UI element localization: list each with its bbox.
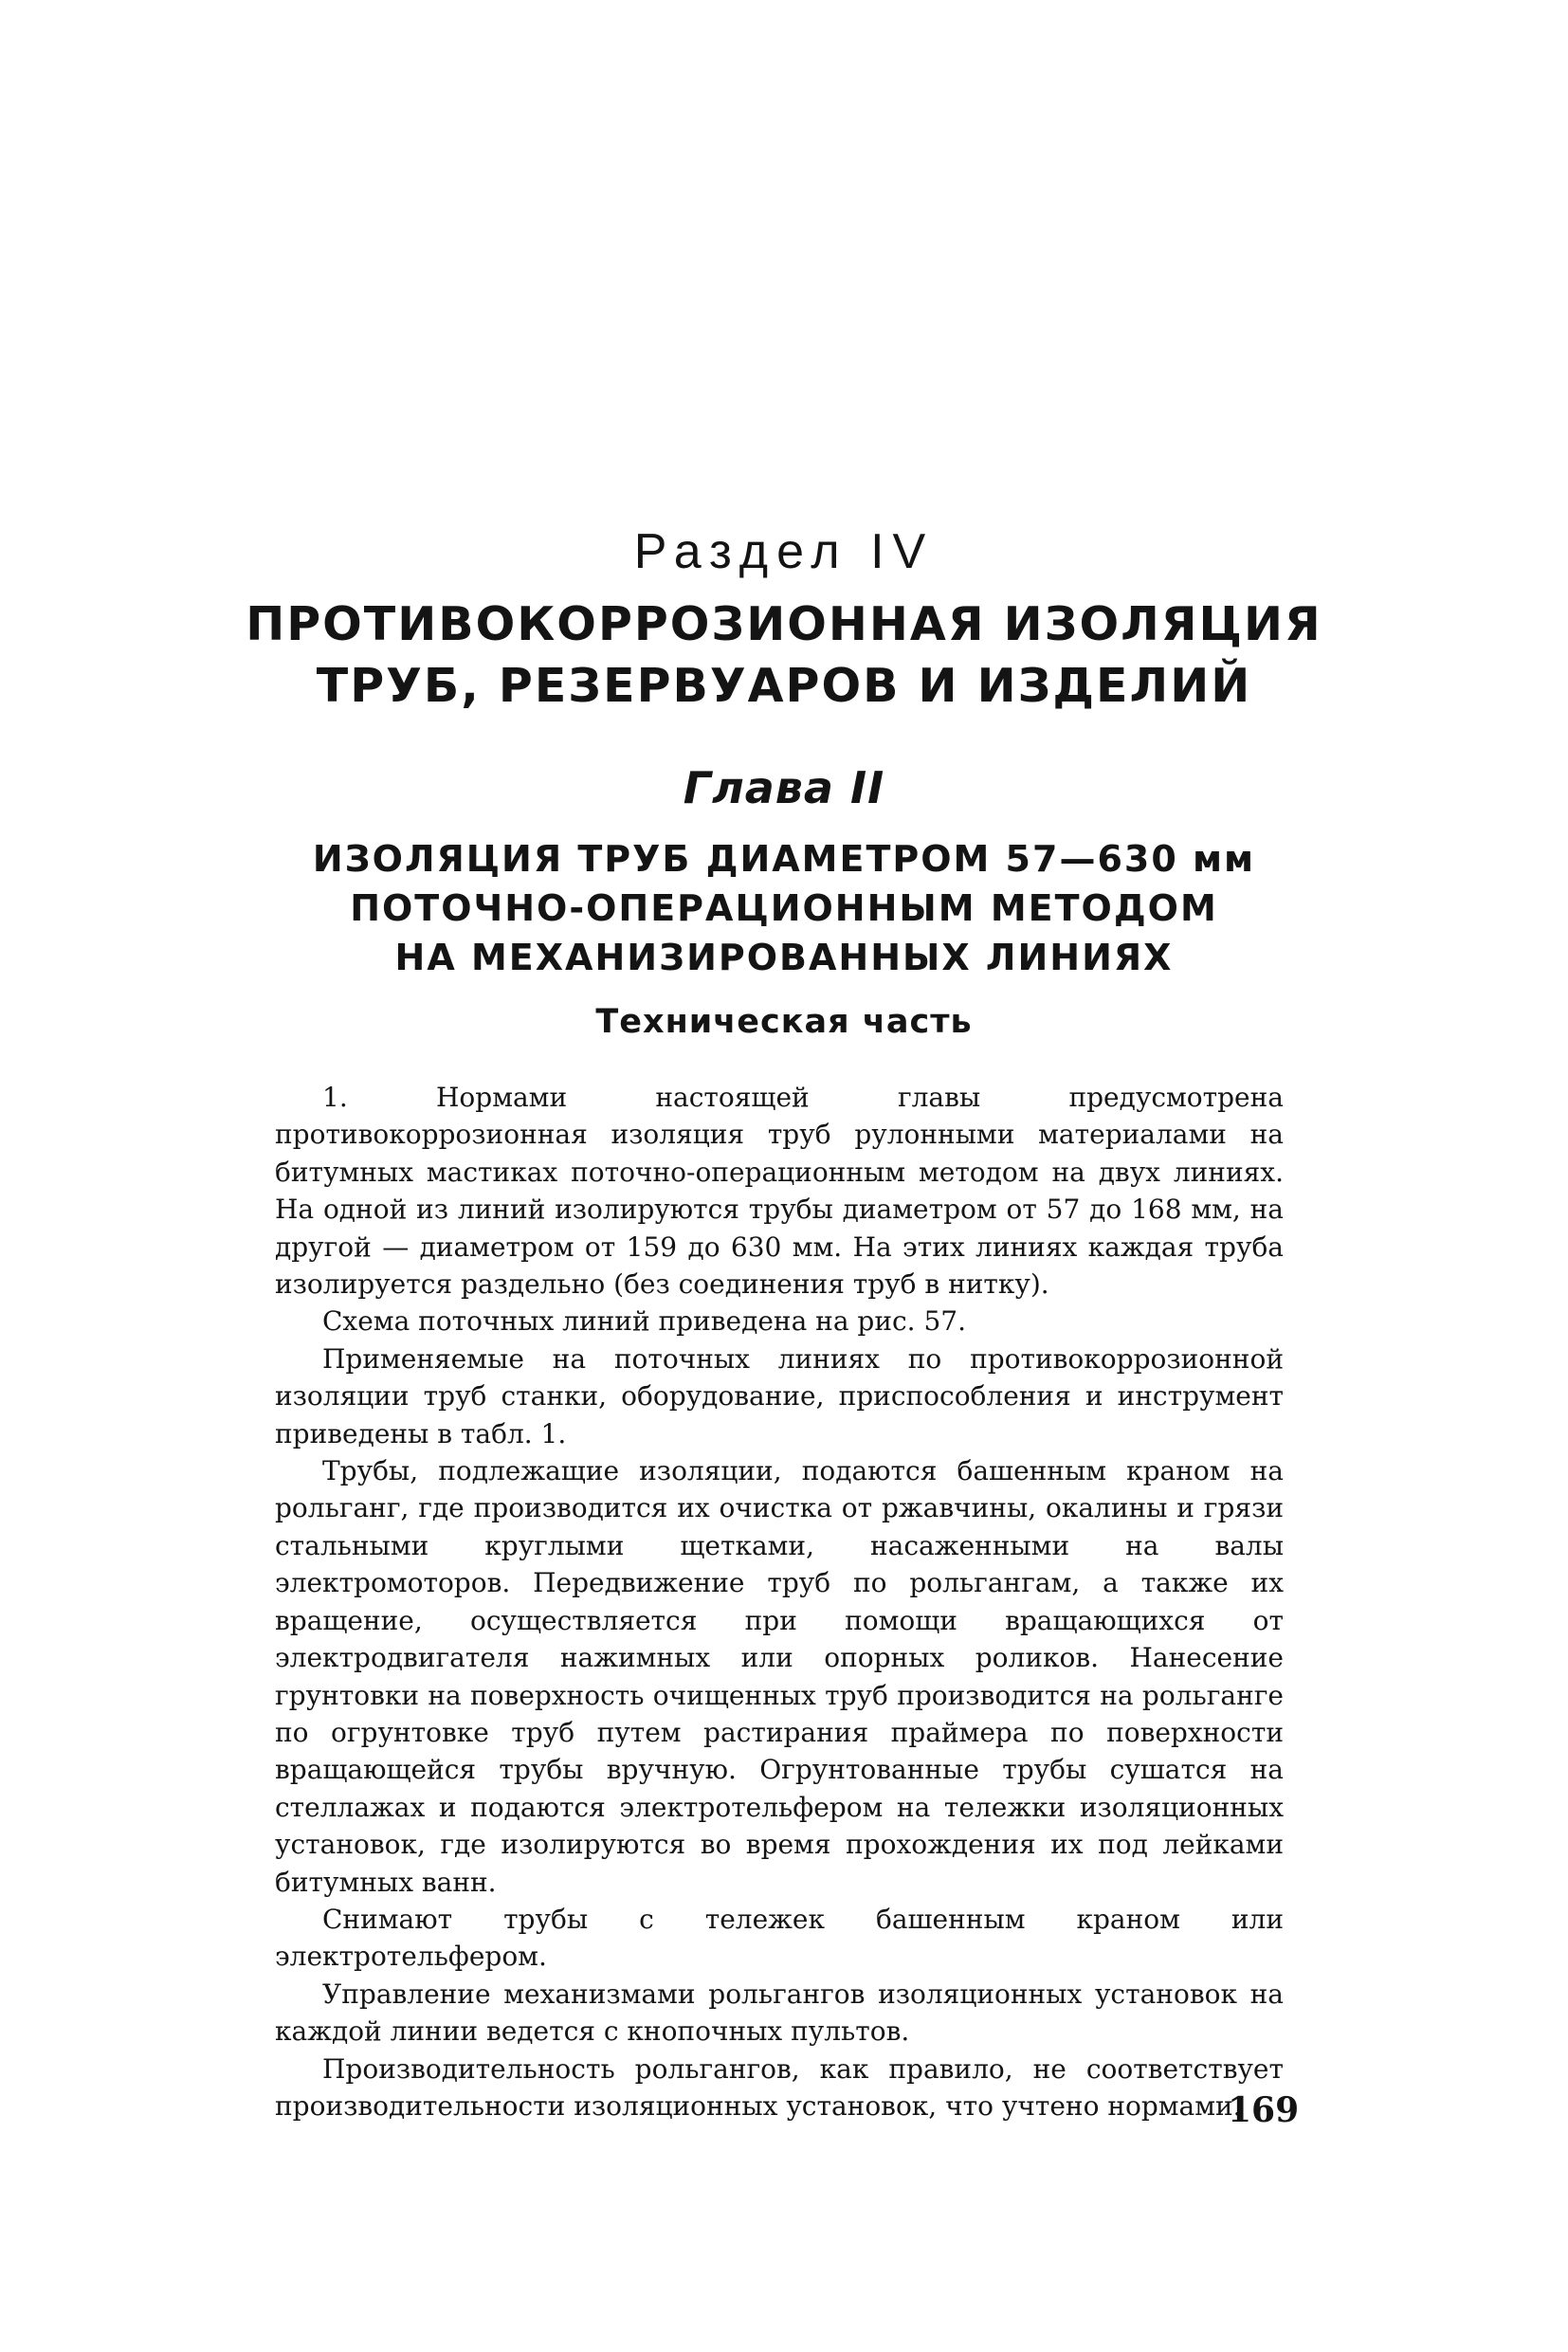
chapter-title-line-1: ИЗОЛЯЦИЯ ТРУБ ДИАМЕТРОМ 57—630 мм (312, 838, 1256, 880)
page-number: 169 (1228, 2090, 1300, 2130)
paragraph-2: Схема поточных линий приведена на рис. 57. (322, 1305, 967, 1338)
paragraph-6: Управление механизмами рольгангов изоляционных установок на каждой линии ведется с кнопочных пультов. (275, 1978, 1284, 2048)
chapter-title-line-2: ПОТОЧНО-ОПЕРАЦИОННЫМ МЕТОДОМ (350, 887, 1218, 929)
paragraph-3: Применяемые на поточных линиях по противокоррозионной изоляции труб станки, оборудование, приспособления и инструмент приведены в табл. 1. (275, 1342, 1284, 1449)
body-text (275, 1079, 1284, 2124)
section-title (0, 593, 1568, 717)
chapter-title-line-3: НА МЕХАНИЗИРОВАННЫХ ЛИНИЯХ (394, 937, 1174, 978)
part-title: Техническая часть (595, 1003, 973, 1041)
chapter-label: Глава II (683, 762, 885, 813)
section-label: Раздел IV (633, 524, 935, 579)
paragraph-5: Снимают трубы с тележек башенным краном или электротельфером. (275, 1903, 1284, 1973)
paragraph-7: Производительность рольгангов, как правило, не соответствует производительности изоляционных установок, что учтено нормами. (275, 2052, 1284, 2122)
paragraph-4: Трубы, подлежащие изоляции, подаются башенным краном на рольганг, где производится их очистка от ржавчины, окалины и грязи стальными круглыми щетками, насаженными на валы электромоторов. Передвижение труб по рольгангам, а также их вращение, осуществляется при помощи вращающихся от электродвигателя нажимных или опорных роликов. Нанесение грунтовки на поверхность очищенных труб производится на рольганге по огрунтовке труб путем растирания праймера по поверхности вращающейся трубы вручную. Огрунтованные трубы сушатся на стеллажах и подаются электротельфером на тележки изоляционных установок, где изолируются во время прохождения их под лейками битумных ванн. (275, 1455, 1284, 1898)
chapter-title (0, 834, 1568, 982)
paragraph-1: 1. Нормами настоящей главы предусмотрена противокоррозионная изоляция труб рулонными материалами на битумных мастиках поточно-операционным методом на двух линиях. На одной из линий изолируются трубы диаметром от 57 до 168 мм, на другой — диаметром от 159 до 630 мм. На этих линиях каждая труба изолируется раздельно (без соединения труб в нитку). (275, 1082, 1284, 1301)
section-title-line-1: ПРОТИВОКОРРОЗИОННАЯ ИЗОЛЯЦИЯ (246, 597, 1322, 651)
section-title-line-2: ТРУБ, РЕЗЕРВУАРОВ И ИЗДЕЛИЙ (316, 659, 1252, 713)
